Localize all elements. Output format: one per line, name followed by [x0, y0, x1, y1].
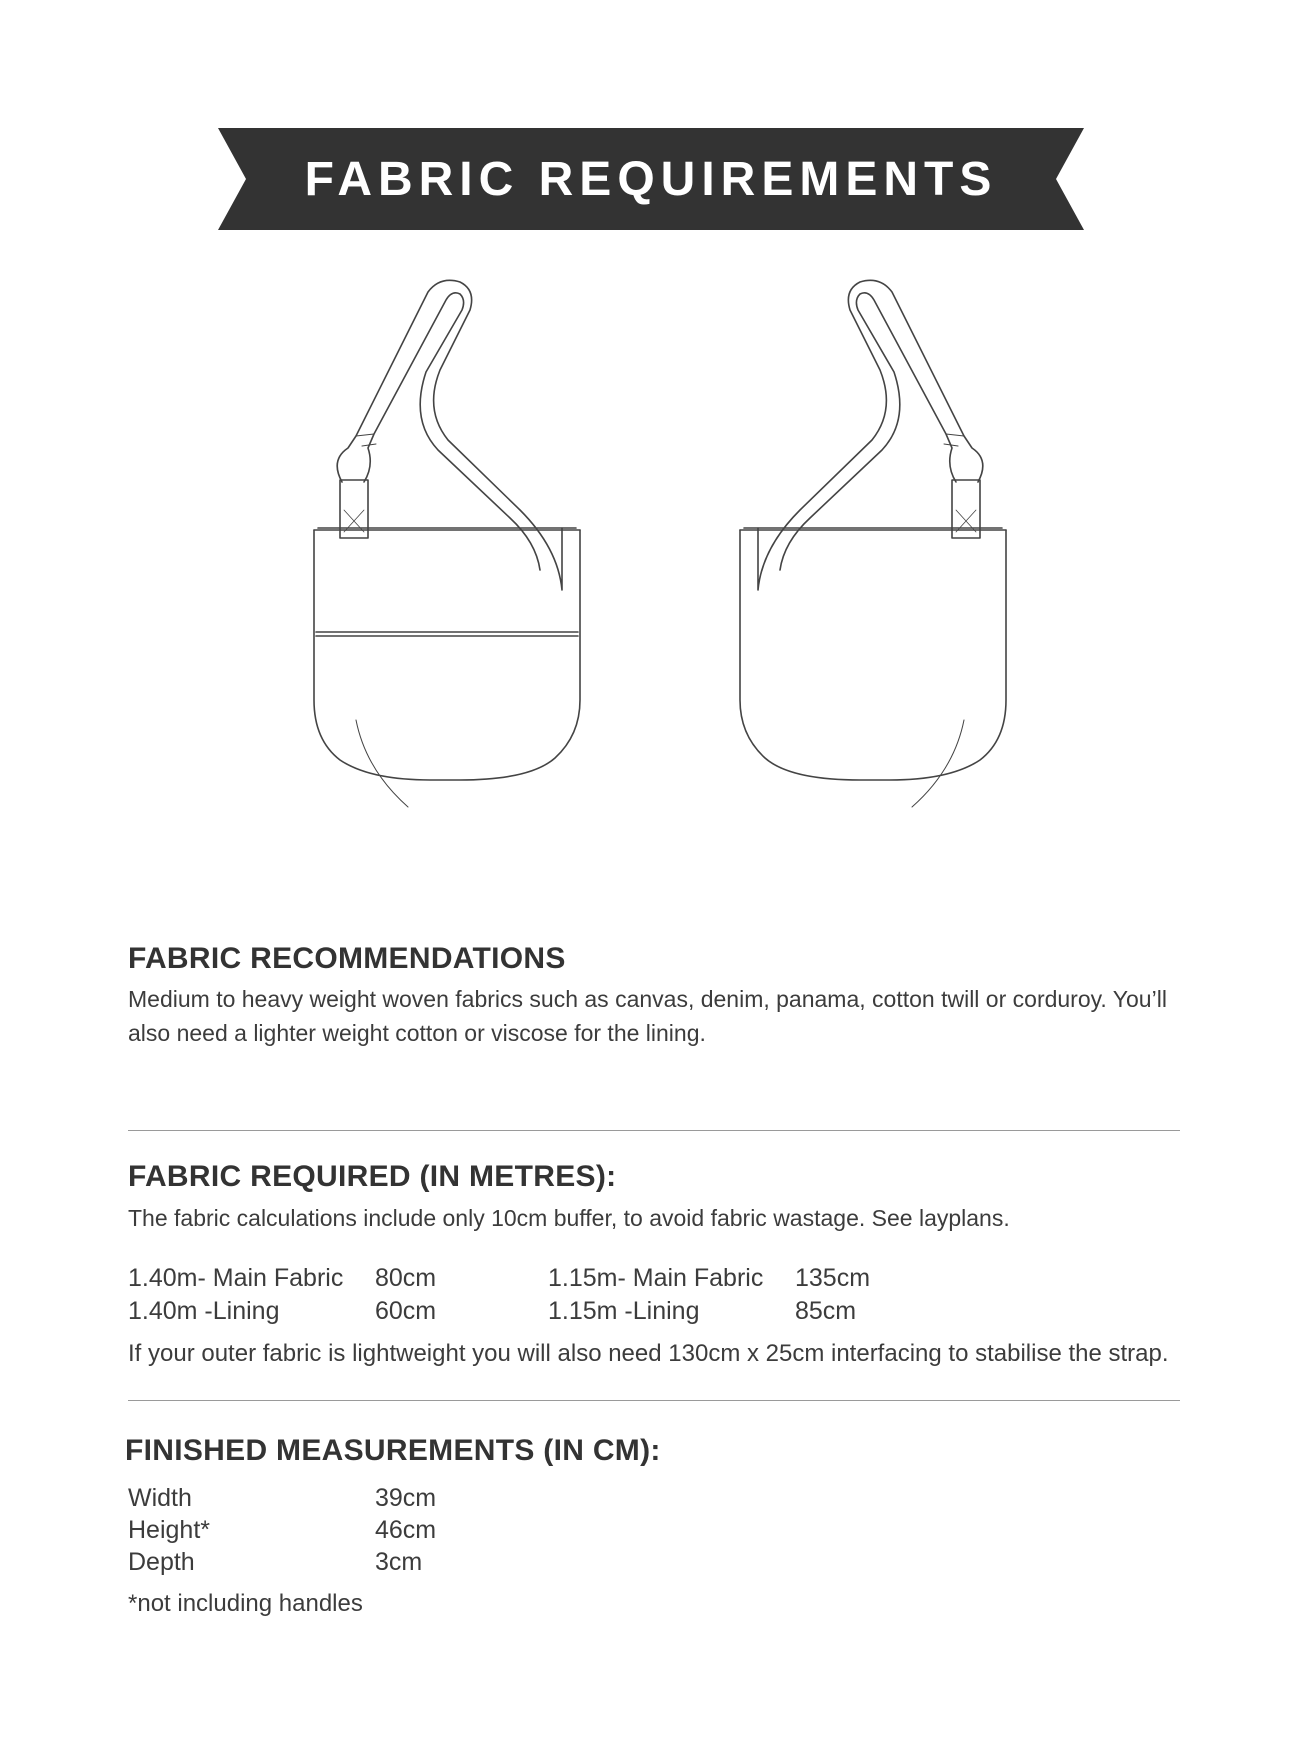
divider [128, 1130, 1180, 1131]
recommendations-line-1: Medium to heavy weight woven fabrics such as canvas, denim, panama, cotton twill or corduroy. You’ll [128, 986, 1167, 1012]
required-amount-a-2: 60cm [375, 1297, 437, 1325]
title-banner [218, 128, 1084, 230]
finished-footnote: *not including handles [128, 1590, 363, 1617]
required-width-a-2: 1.40m -Lining [128, 1297, 280, 1325]
bag-back-drawing [740, 280, 1006, 807]
recommendations-line-2: also need a lighter weight cotton or viscose for the lining. [128, 1020, 706, 1046]
required-amount-a-1: 80cm [375, 1264, 437, 1292]
required-note: The fabric calculations include only 10cm buffer, to avoid fabric wastage. See layplans. [128, 1205, 1010, 1231]
finished-value-width: 39cm [375, 1484, 437, 1512]
recommendations-heading: FABRIC RECOMMENDATIONS [128, 942, 566, 975]
finished-label-height: Height* [128, 1516, 210, 1544]
required-width-b-2: 1.15m -Lining [548, 1297, 700, 1325]
bag-front-drawing [314, 280, 580, 807]
finished-label-depth: Depth [128, 1548, 195, 1576]
required-width-b-1: 1.15m- Main Fabric [548, 1264, 764, 1292]
finished-value-height: 46cm [375, 1516, 437, 1544]
required-amount-b-2: 85cm [795, 1297, 857, 1325]
finished-value-depth: 3cm [375, 1548, 423, 1576]
page-title: FABRIC REQUIREMENTS [304, 152, 998, 206]
required-width-a-1: 1.40m- Main Fabric [128, 1264, 344, 1292]
divider [128, 1400, 1180, 1401]
interfacing-note: If your outer fabric is lightweight you will also need 130cm x 25cm interfacing to stabilise the strap. [128, 1340, 1169, 1367]
bag-illustration [300, 270, 1020, 880]
required-heading: FABRIC REQUIRED (IN METRES): [128, 1160, 617, 1193]
required-amount-b-1: 135cm [795, 1264, 871, 1292]
finished-heading: FINISHED MEASUREMENTS (IN CM): [125, 1434, 661, 1467]
finished-label-width: Width [128, 1484, 192, 1512]
recommendations-text [128, 982, 1208, 1050]
